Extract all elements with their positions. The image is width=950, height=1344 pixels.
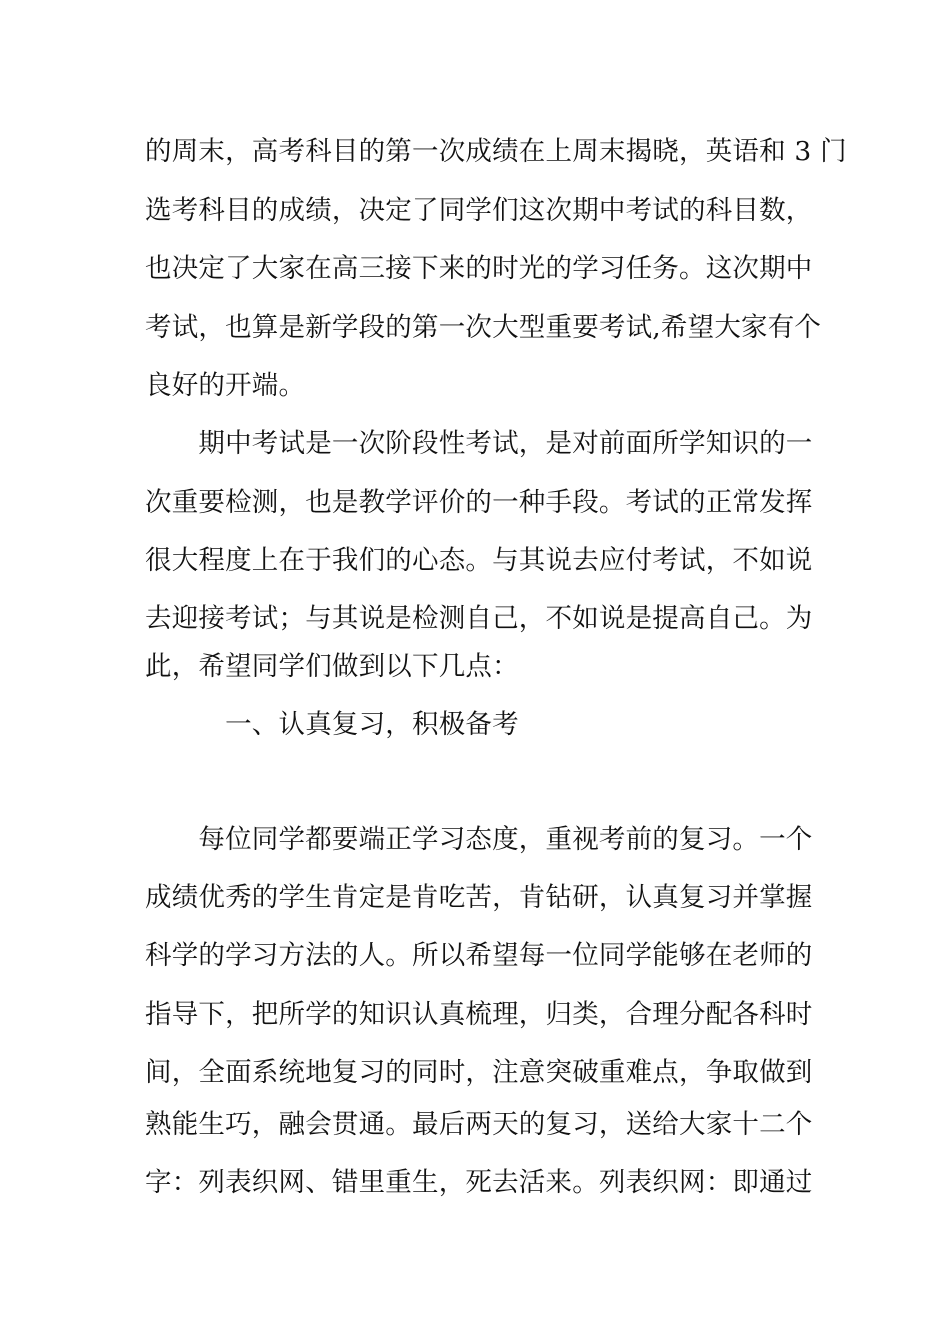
text-line: 科学的学习方法的人。所以希望每一位同学能够在老师的 xyxy=(145,940,813,971)
text-line: 期中考试是一次阶段性考试，是对前面所学知识的一 xyxy=(145,428,813,459)
section-heading: 一、认真复习，积极备考 xyxy=(145,709,519,740)
text-line: 良好的开端。 xyxy=(145,370,306,401)
text-line: 很大程度上在于我们的心态。与其说去应付考试，不如说 xyxy=(145,545,813,576)
text-line: 也决定了大家在高三接下来的时光的学习任务。这次期中 xyxy=(145,253,813,284)
text-line: 字：列表织网、错里重生，死去活来。列表织网：即通过 xyxy=(145,1167,813,1198)
text-line: 此，希望同学们做到以下几点： xyxy=(145,651,519,682)
text-line: 选考科目的成绩，决定了同学们这次期中考试的科目数， xyxy=(145,195,813,226)
text-line: 指导下，把所学的知识认真梳理，归类，合理分配各科时 xyxy=(145,999,813,1030)
text-line: 每位同学都要端正学习态度，重视考前的复习。一个 xyxy=(145,824,813,855)
text-line: 间，全面系统地复习的同时，注意突破重难点，争取做到 xyxy=(145,1057,813,1088)
text-line: 考试，也算是新学段的第一次大型重要考试,希望大家有个 xyxy=(145,312,822,343)
text-line: 熟能生巧，融会贯通。最后两天的复习，送给大家十二个 xyxy=(145,1109,813,1140)
text-line: 成绩优秀的学生肯定是肯吃苦，肯钻研，认真复习并掌握 xyxy=(145,882,813,913)
text-line: 的周末，高考科目的第一次成绩在上周末揭晓，英语和 3 门 xyxy=(145,136,847,167)
text-line: 次重要检测，也是教学评价的一种手段。考试的正常发挥 xyxy=(145,487,813,518)
text-line: 去迎接考试；与其说是检测自己，不如说是提高自己。为 xyxy=(145,603,813,634)
